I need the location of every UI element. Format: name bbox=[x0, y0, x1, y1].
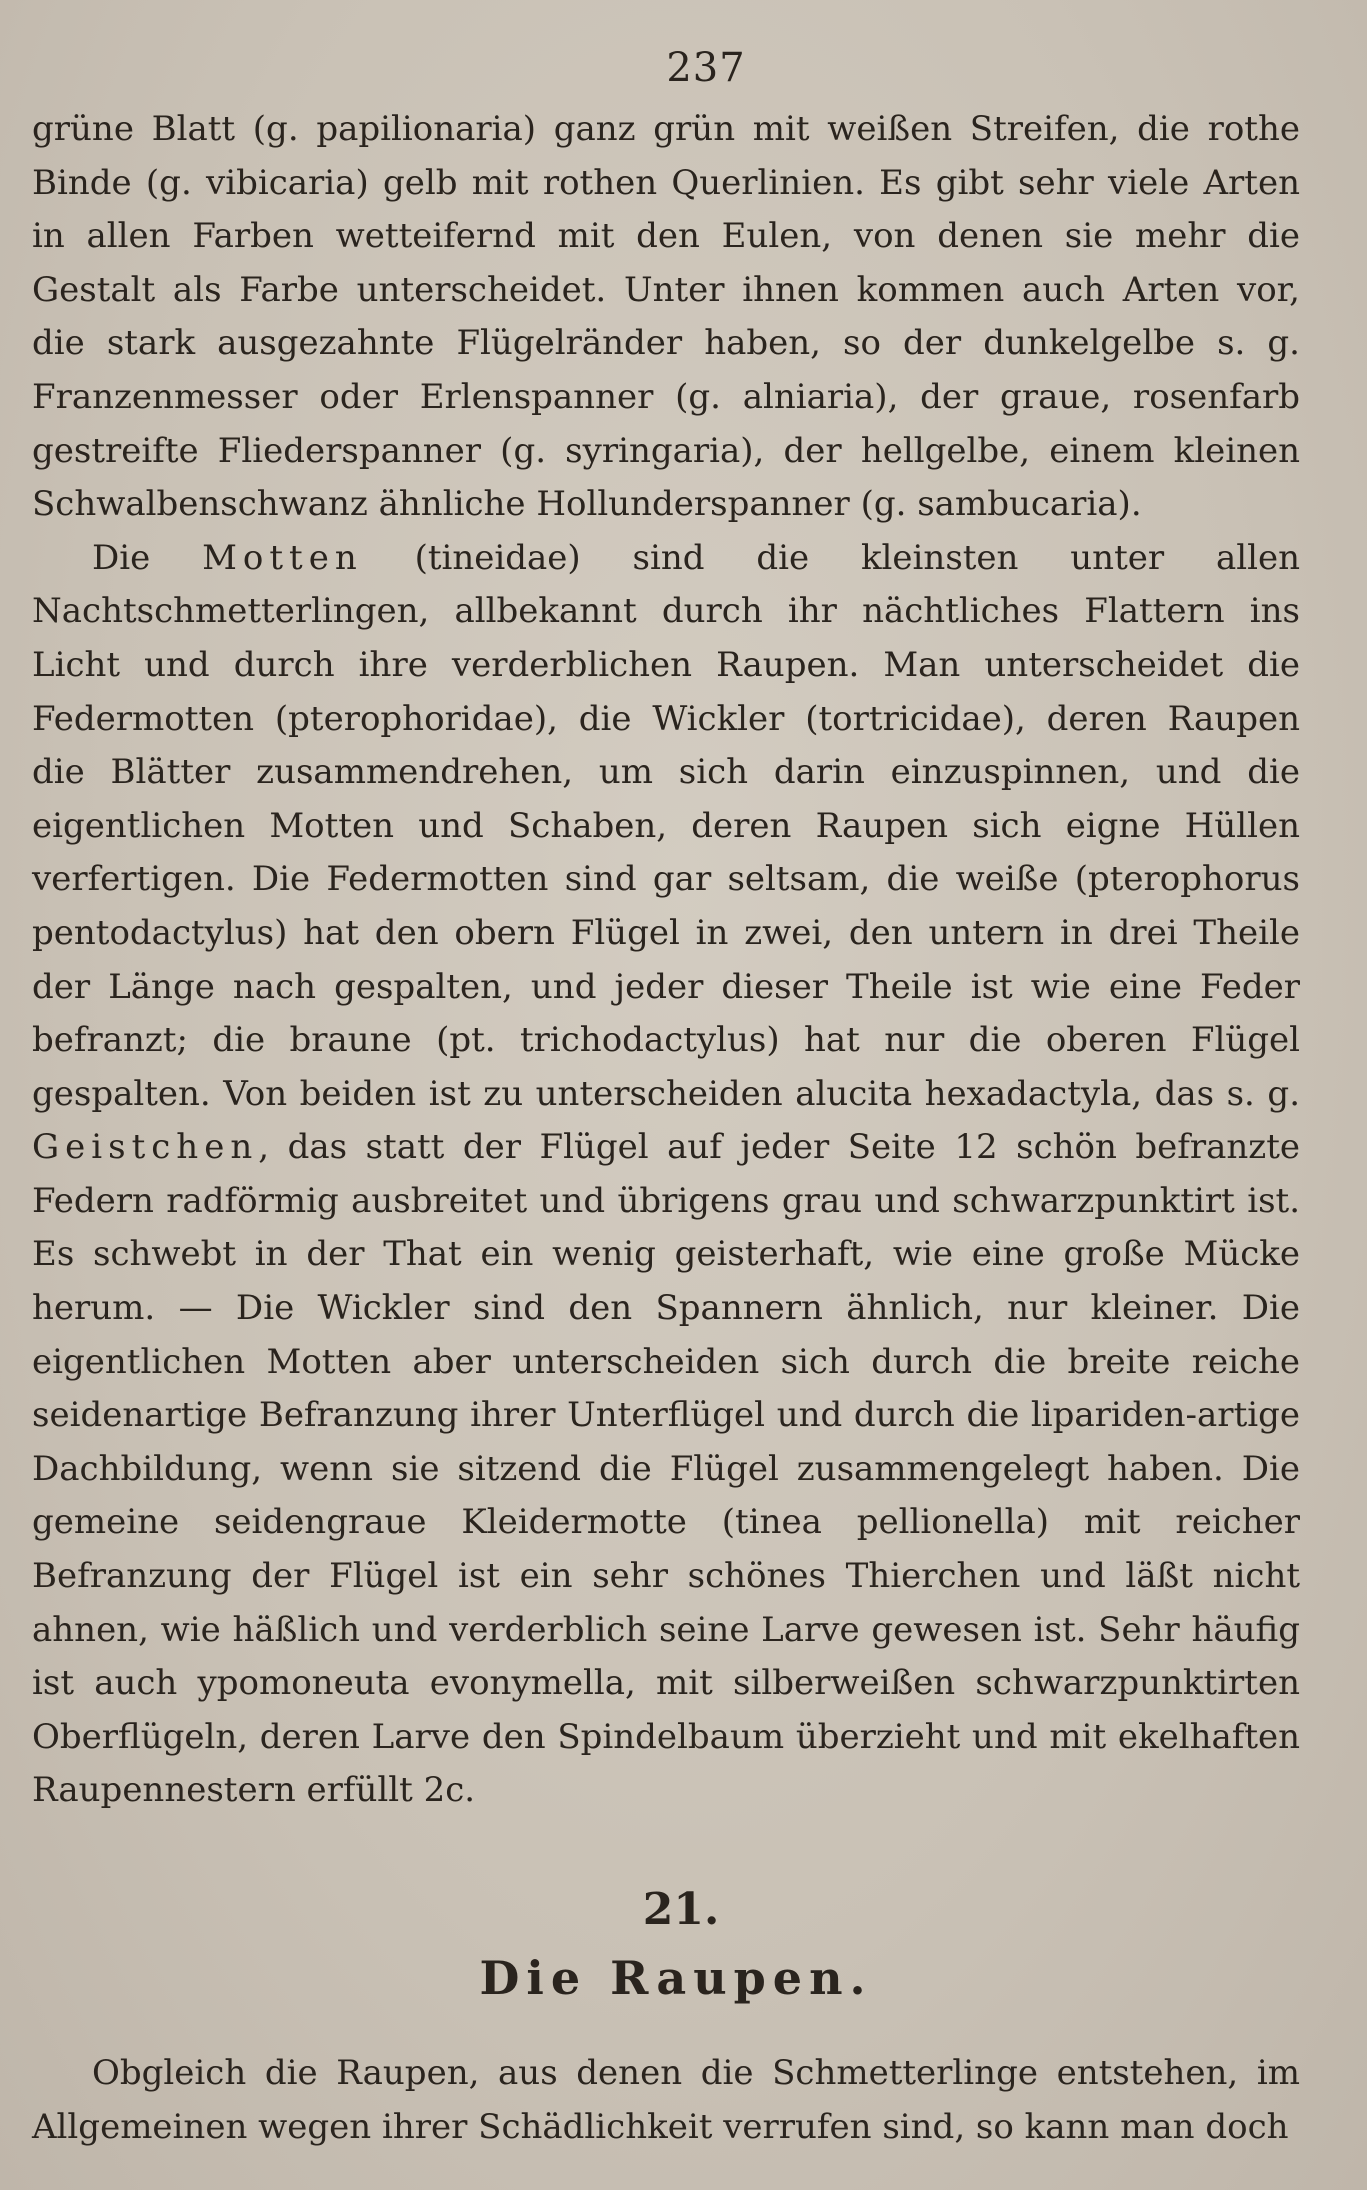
section-number: 21. bbox=[642, 1884, 720, 1935]
body-text bbox=[32, 103, 1300, 1818]
paragraph-motten bbox=[32, 532, 1300, 1818]
motten-text: (tineidae) sind die kleinsten unter allen Nachtschmetterlingen, allbekannt durch ihr nächtliches Flattern ins Licht und durch ihre verderblichen Raupen. Man unterscheidet die Federmotten (pterophoridae), die Wickler (tortricidae), deren Raupen die Blätter zusammendrehen, um sich darin einzuspinnen, und die eigentlichen Motten und Schaben, deren Raupen sich eigne Hüllen verfertigen. Die Federmotten sind gar seltsam, die weiße (pterophorus pentodactylus) hat den obern Flügel in zwei, den untern in drei Theile der Länge nach gespalten, und jeder dieser Theile ist wie eine Feder befranzt; die braune (pt. trichodactylus) hat nur die oberen Flügel gespalten. Von beiden ist zu unterscheiden alucita hexadactyla, das s. g. bbox=[32, 537, 1300, 1114]
motten-term: Motten bbox=[202, 537, 363, 578]
paragraph-spanner: grüne Blatt (g. papilionaria) ganz grün mit weißen Streifen, die rothe Binde (g. vibicaria) gelb mit rothen Querlinien. Es gibt sehr viele Arten in allen Farben wetteifernd mit den Eulen, von denen sie mehr die Gestalt als Farbe unterscheidet. Unter ihnen kommen auch Arten vor, die stark ausgezahnte Flügelränder haben, so der dunkelgelbe s. g. Franzenmesser oder Erlenspanner (g. alniaria), der graue, rosenfarb gestreifte Fliederspanner (g. syringaria), der hellgelbe, einem kleinen Schwalbenschwanz ähnliche Hollunderspanner (g. sambucaria). bbox=[32, 109, 1300, 525]
book-page bbox=[32, 0, 1300, 2154]
motten-lead: Die bbox=[92, 537, 203, 578]
geistchen-term: Geistchen bbox=[32, 1127, 259, 1168]
motten-text-continued: , das statt der Flügel auf jeder Seite 12 schön befranzte Federn radförmig ausbreitet und übrigens grau und schwarzpunktirt ist. Es schwebt in der That ein wenig geisterhaft, wie eine große Mücke herum. — Die Wickler sind den Spannern ähnlich, nur kleiner. Die eigentlichen Motten aber unterscheiden sich durch die breite reiche seidenartige Befranzung ihrer Unterflügel und durch die lipariden-artige Dachbildung, wenn sie sitzend die Flügel zusammengelegt haben. Die gemeine seidengraue Kleidermotte (tinea pellionella) mit reicher Befranzung der Flügel ist ein sehr schönes Thierchen und läßt nicht ahnen, wie häßlich und verderblich seine Larve gewesen ist. Sehr häufig ist auch ypomoneuta evonymella, mit silberweißen schwarzpunktirten Oberflügeln, deren Larve den Spindelbaum überzieht und mit ekelhaften Raupennestern erfüllt 2c. bbox=[32, 1127, 1300, 1811]
paragraph-raupen: Obgleich die Raupen, aus denen die Schmetterlinge entstehen, im Allgemeinen wegen ihrer Schädlichkeit verrufen sind, so kann man doch bbox=[32, 2053, 1300, 2147]
page-number: 237 bbox=[666, 45, 746, 91]
section-title: Die Raupen. bbox=[479, 1951, 873, 2005]
body-text-raupen bbox=[32, 2047, 1300, 2154]
